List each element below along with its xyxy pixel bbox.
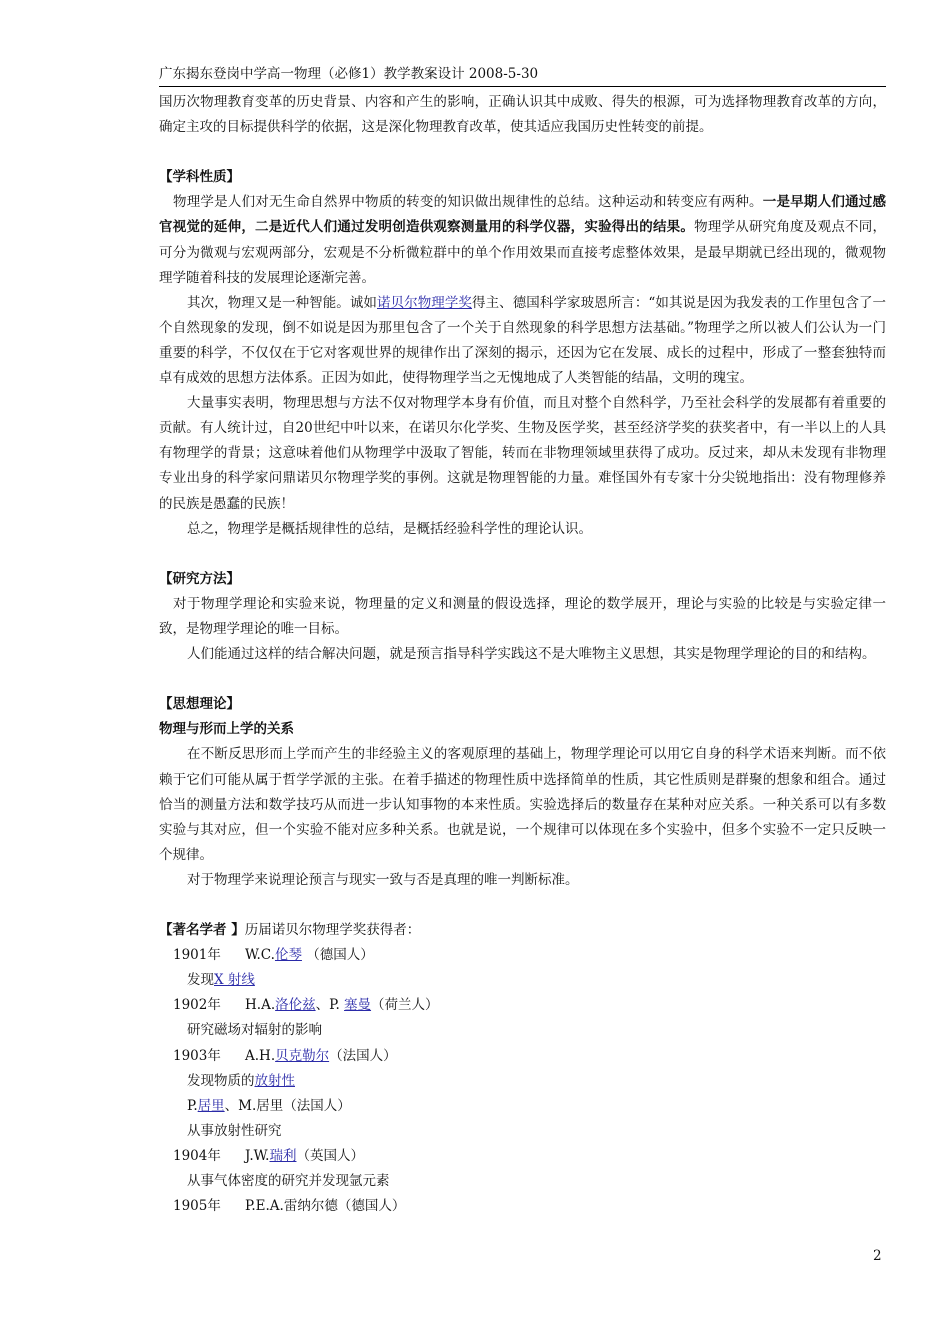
text: 得主、德国科学家玻恩所言：“如其说是因为我发表的工作里包含了一个自然现象的发现，倒不如说是因为那里包含了一个关于自然现象的科学思想方法基础。”物理学之所以被人们公认为一门重要的科学，不仅仅在于它对客观世界的规律作出了深刻的揭示，还因为它在发展、成长的过程中，形成了一整套独特而卓有成效的思想方法体系。正因为如此，使得物理学当之无愧地成了人类智能的结晶，文明的瑰宝。: [159, 294, 887, 387]
link-nobel-prize[interactable]: 诺贝尔物理学奖: [377, 294, 472, 311]
method-paragraph-2: 人们能通过这样的结合解决问题，就是预言指导科学实践这不是大唯物主义思想，其实是物理学理论的目的和结构。: [187, 646, 876, 663]
theory-paragraph-1: 在不断反思形而上学而产生的非经验主义的客观原理的基础上，物理学理论可以用它自身的科学术语来判断。而不依赖于它们可能从属于哲学学派的主张。在着手描述的物理性质中选择简单的性质，其它性质则是群聚的想象和组合。通过恰当的测量方法和数学技巧从而进一步认知事物的本来性质。实验选择后的数量存在某种对应关系。一种关系可以有多数实验与其对应，但一个实验不能对应多种关系。也就是说，一个规律可以体现在多个实验中，但多个实验不一定只反映一个规律。: [159, 746, 886, 863]
link-curie[interactable]: 居里: [197, 1097, 225, 1114]
laureate-desc-1904: 从事气体密度的研究并发现氩元素: [187, 1173, 390, 1190]
text: 、M.居里（法国人）: [224, 1097, 351, 1114]
link-x-ray[interactable]: X 射线: [214, 972, 255, 989]
bold-text: 一是早期人们通过感官视觉的延伸，二是近代人们通过发明创造供观察测量用的科学仪器，实验得出的结果。: [159, 194, 887, 236]
laureate-1905: [159, 1194, 886, 1219]
laureate-co-desc-1903: 从事放射性研究: [187, 1122, 282, 1139]
nature-paragraph-3: 大量事实表明，物理思想与方法不仅对物理学本身有价值，而且对整个自然科学，乃至社会科学的发展都有着重要的贡献。有人统计过，自20世纪中叶以来，在诺贝尔化学奖、生物及医学奖，甚至经济学奖的获奖者中，有一半以上的人具有物理学的背景；这意味着他们从物理学中汲取了智能，转而在非物理领域里获得了成功。反过来，却从未发现有非物理专业出身的科学家问鼎诺贝尔物理学奖的事例。这就是物理智能的力量。难怪国外有专家十分尖锐地指出：没有物理修养的民族是愚蠢的民族！: [159, 395, 886, 512]
text: 发现物质的: [187, 1072, 255, 1089]
laureate-name: P.E.A.雷纳尔德（德国人）: [245, 1198, 406, 1215]
year: 1901年: [173, 947, 221, 964]
page-number: 2: [873, 1248, 882, 1264]
page-header: 广东揭东登岗中学高一物理（必修1）教学教案设计 2008-5-30: [159, 64, 886, 87]
text: W.C.: [245, 947, 275, 964]
text: A.H.: [245, 1047, 276, 1064]
laureate-name: [245, 1044, 397, 1069]
laureate-co-1903: [159, 1094, 886, 1119]
link-lorentz[interactable]: 洛伦兹: [275, 997, 316, 1014]
text: P.: [187, 1097, 198, 1114]
laureate-1903: [159, 1044, 886, 1069]
link-radioactivity[interactable]: 放射性: [254, 1072, 295, 1089]
text: （荷兰人）: [371, 997, 439, 1014]
section-heading-method: 【研究方法】: [159, 570, 240, 587]
laureate-desc-1903: [159, 1069, 886, 1094]
text: H.A.: [245, 997, 276, 1014]
laureate-1902: [159, 993, 886, 1018]
text: （德国人）: [301, 947, 374, 964]
link-roentgen[interactable]: 伦琴: [274, 947, 302, 964]
section-heading-theory: 【思想理论】: [159, 696, 240, 713]
link-zeeman[interactable]: 塞曼: [344, 997, 372, 1014]
text: 其次，物理又是一种智能。诚如: [187, 294, 377, 311]
laureate-1904: [159, 1144, 886, 1169]
year: 1903年: [173, 1047, 221, 1064]
method-paragraph-1: 对于物理学理论和实验来说，物理量的定义和测量的假设选择，理论的数学展开，理论与实验的比较是与实验定律一致，是物理学理论的唯一目标。: [159, 595, 886, 637]
section-heading-scholars: 【著名学者 】: [159, 922, 245, 939]
theory-subheading: 物理与形而上学的关系: [159, 721, 294, 738]
section-heading-nature: 【学科性质】: [159, 169, 240, 186]
text: J.W.: [245, 1147, 270, 1164]
laureate-desc-1901: [159, 968, 886, 993]
text: 发现: [187, 972, 214, 989]
theory-paragraph-2: 对于物理学来说理论预言与现实一致与否是真理的唯一判断标准。: [187, 871, 579, 888]
laureate-name: [245, 1144, 364, 1169]
text: （英国人）: [296, 1147, 364, 1164]
year: 1902年: [173, 997, 221, 1014]
laureate-name: [245, 993, 439, 1018]
nature-paragraph-2: [159, 291, 886, 391]
text: 物理学是人们对无生命自然界中物质的转变的知识做出规律性的总结。这种运动和转变应有两种。: [173, 194, 763, 211]
text: 历届诺贝尔物理学奖获得者：: [244, 922, 421, 939]
text: 、P.: [315, 997, 345, 1014]
scholars-heading-line: [159, 918, 886, 943]
link-rayleigh[interactable]: 瑞利: [269, 1147, 297, 1164]
text: 物理学从研究角度及观点不同，可分为微观与宏观两部分，宏观是不分析微粒群中的单个作用效果而直接考虑整体效果，是最早期就已经出现的，微观物理学随着科技的发展理论逐渐完善。: [159, 219, 886, 286]
year: 1905年: [173, 1198, 221, 1215]
laureate-desc-1902: 研究磁场对辐射的影响: [187, 1022, 322, 1039]
laureate-1901: [159, 943, 886, 968]
text: （法国人）: [329, 1047, 397, 1064]
document-body: [159, 90, 886, 1219]
intro-paragraph: 国历次物理教育变革的历史背景、内容和产生的影响，正确认识其中成败、得失的根源，可为选择物理教育改革的方向，确定主攻的目标提供科学的依据，这是深化物理教育改革，使其适应我国历史性转变的前提。: [159, 94, 886, 136]
nature-paragraph-4: 总之，物理学是概括规律性的总结，是概括经验科学性的理论认识。: [187, 520, 592, 537]
laureate-name: [245, 943, 374, 968]
link-becquerel[interactable]: 贝克勒尔: [275, 1047, 330, 1064]
year: 1904年: [173, 1147, 221, 1164]
nature-paragraph-1: [159, 190, 886, 290]
